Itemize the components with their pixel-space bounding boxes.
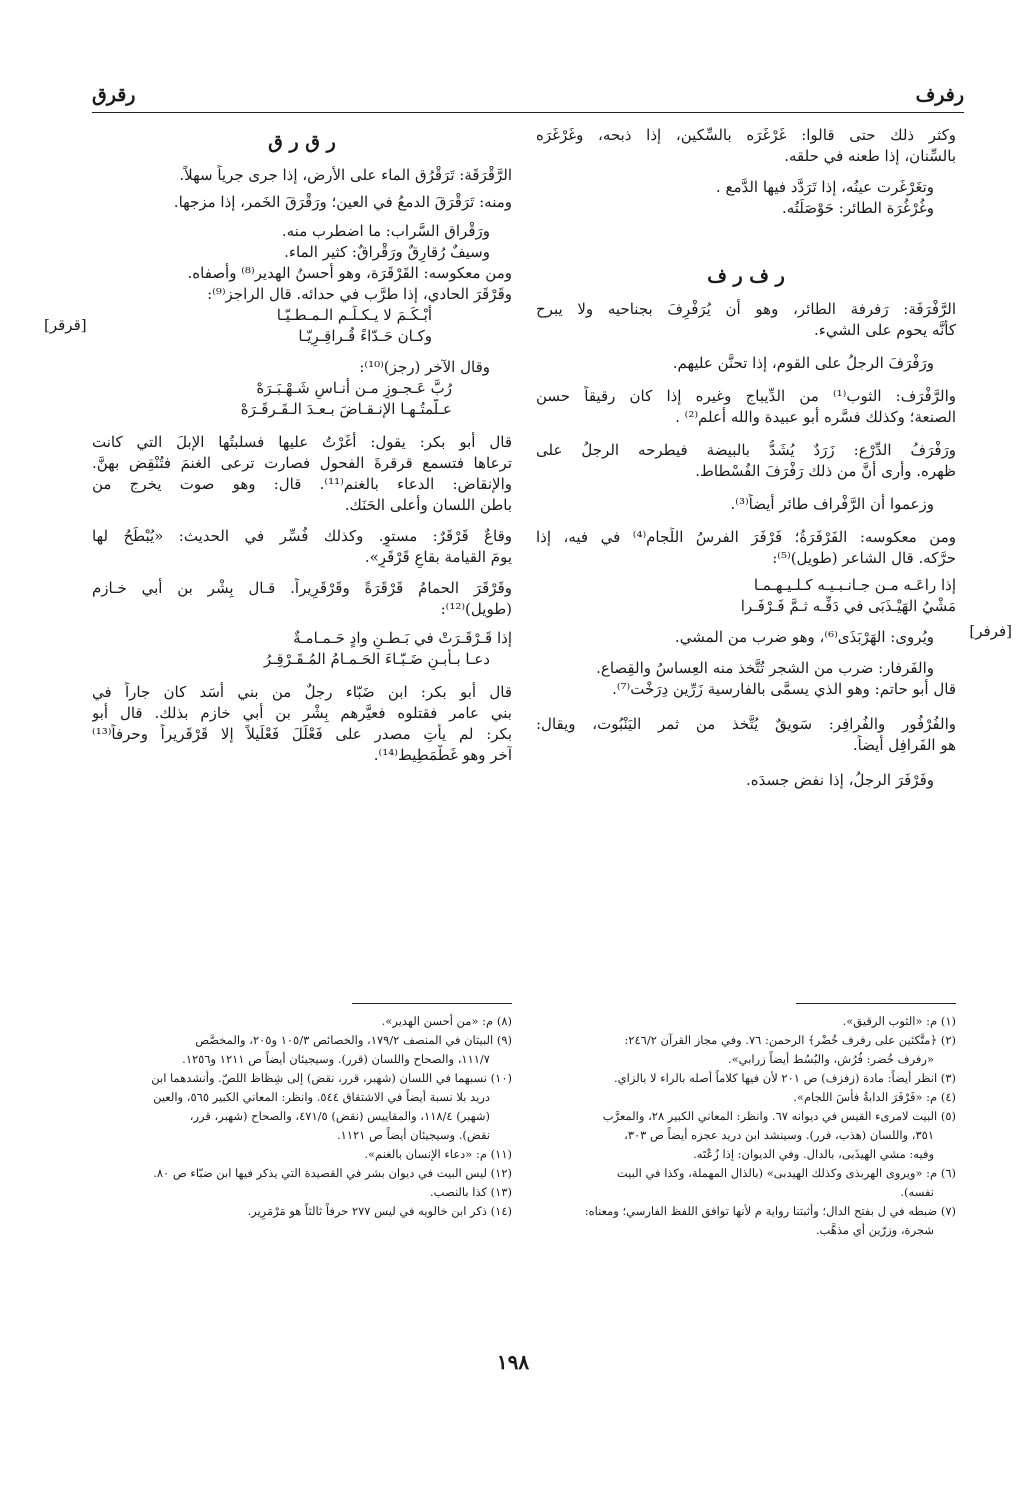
footnote-line: (١٣) كذا بالنصب. [430, 1185, 512, 1199]
footnote-line: (٢) ﴿متَّكئين على رفرف خُضْر﴾ الرحمن: ٧٦. وفي مجاز القرآن ٢٤٦/٢: [624, 1033, 956, 1047]
footnote-line: (٨) م: «من أحسن الهدير». [381, 1014, 512, 1028]
text-line: ويُروى: الهَرْبَذَى⁽⁶⁾، وهو ضرب من المشي. [674, 628, 934, 646]
footnote-line: (١٤) ذكر ابن خالويه في ليس ٢٧٧ حرفاً ثالثاً هو مَرْمَرِير. [247, 1204, 512, 1218]
margin-note-qarqar: [قرقر] [44, 316, 87, 334]
text-line: ترعاها فتسمع قرقرةَ الفحول فصارت ترعى الغنمَ فتُنْقِض بهنَّ. [92, 454, 512, 472]
text-line: وكثر ذلك حتى قالوا: غَرْغَرَه بالسِّكين، إذا ذبحه، وغَرْغَرَه [536, 126, 956, 144]
text-line: والرَّفْرَف: الثوب⁽¹⁾ من الدِّيباج وغيره إذا كان رقيقاً حسن [536, 387, 956, 405]
text-line: الرَّفْرَفَة: رَفرفة الطائر، وهو أن يُرَفْرِفَ بجناحيه ولا يبرح [536, 300, 956, 318]
verse-hemistich: مَشْيُ الهَيْـذَبَى في دَفِّـه ثـمَّ فَـرْفَـرا [740, 597, 956, 615]
text-line: وقاعٌ قَرْقَرٌ: مستوٍ. وكذلك فُسِّر في الحديث: «يُبْطَحُ لها [92, 527, 512, 545]
verse-hemistich: إذا قَـرْقَـرَتْ في بَـطـنِ وادٍ حَـمـامـةٌ [293, 629, 512, 647]
footnote-separator [352, 1003, 512, 1004]
text-line: وتغَرْغَرت عينُه، إذا تَرَدَّد فيها الدَّمع . [715, 178, 934, 196]
footnote-line: دريد بلا نسبة أيضاً في الاشتقاق ٥٤٤. وانظر: المعاني الكبير ٥٦٥، والعين [153, 1090, 490, 1104]
right-column [536, 125, 956, 791]
text-line: ومنه: تَرَقْرَقَ الدمعُ في العين؛ ورَقْرَقَ الخَمر، إذا مزجها. [173, 193, 512, 211]
footnote-line: «رفرف خُضر: فُرُش، والبُسُط أيضاً زرابي». [727, 1052, 934, 1066]
text-line: هو الفَرافِل أيضاً. [852, 736, 956, 754]
header-left-word: رقرق [92, 84, 136, 106]
footnote-line: (٩) البيتان في المنصف ١٧٩/٢، والخصائص ١٠٥/٣ و٢٠٥، والمخصَّص [195, 1033, 512, 1047]
text-line: ورَقْراق السَّراب: ما اضطرب منه. [281, 222, 490, 240]
text-line: بالسِّنان، إذا طعنه في حلقه. [784, 147, 956, 165]
text-line: والإنقاض: الدعاء بالغنم⁽¹¹⁾. قال: وهو صوت يخرج من [92, 475, 512, 493]
text-line: ظهره. وأرى أنَّ من ذلك رَفْرَفَ الفُسْطاط. [695, 462, 956, 480]
text-line: يومَ القيامة بقاعٍ قَرْقَرٍ». [364, 548, 512, 566]
footnote-line: ١١١/٧، والصحاح واللسان (قرر). وسيجيئان أيضاً ص ١٢١١ و١٢٥٦. [182, 1052, 490, 1066]
text-line: قال أبو حاتم: وهو الذي يسمَّى بالفارسية زَرِّين دِرَخْت⁽⁷⁾. [612, 680, 956, 698]
verse-hemistich: أبْـكَـمَ لا يـكـلِّـم الـمـطـيّـا [276, 306, 432, 324]
footnote-line: (شهبر) ١١٨/٤، والمقاييس (نقض) ٤٧١/٥، والصحاح (شهبر، قرر، [189, 1109, 490, 1123]
text-line: وسيفٌ رُقارِقٌ ورَقْراقٌ: كثير الماء. [284, 243, 490, 261]
text-line: وقال الآخر (رجز)⁽¹⁰⁾: [359, 358, 490, 376]
text-line: ومن معكوسه: الفَرْفَرَةُ؛ فَرْفَرَ الفرسُ اللِّجام⁽⁴⁾ في فيه، إذا [536, 528, 956, 546]
footnote-line: (١٠) نسبهما في اللسان (شهبر، قرر، نقض) إلى شِظاظ اللصّ. وأنشدهما ابن [151, 1071, 512, 1085]
footnote-line: (٧) ضبطه في ل بفتح الدال؛ وأثبتنا رواية م لأنها توافق اللفظ الفارسي؛ ومعناه: [584, 1204, 956, 1218]
footnote-line: وفيه: مشي الهيذَبى، بالدال. وفي الديوان: إذا زُعْتَه. [693, 1147, 934, 1161]
text-line: آخر وهو غَطْمَطِيط⁽¹⁴⁾. [373, 746, 512, 764]
text-line: قال أبو بكر: يقول: أغَرْتُ عليها فسلبتُها الإبلَ التي كانت [92, 433, 512, 451]
footnote-line: (١) م: «الثوب الرقيق». [842, 1014, 956, 1028]
footnote-line: (٥) البيت لامرىء القيس في ديوانه ٦٧. وانظر: المعاني الكبير ٢٨، والمعرَّب [602, 1109, 956, 1123]
footnote-line: شجرة، وزرّين أي مذهَّب. [815, 1223, 934, 1237]
footnote-line: ٣٥١، واللسان (هذب، فرر). وسينشد ابن دريد عجزه أيضاً ص ٣٠٣، [624, 1128, 934, 1142]
section-title-rqrq: ر ق ر ق [268, 131, 336, 153]
text-line: وقَرْقَرَ الحمامُ قَرْقَرَةً وقَرْقَرِيراً. قـال بِشْر بن أبي خـازم [92, 579, 512, 597]
footnote-line: (٦) م: «ويروى الهربذى وكذلك الهيدبى» (بالذال المهملة، وكذا في البيت [616, 1166, 956, 1180]
text-line: والفَرفار: ضرب من الشجر تُتَّخذ منه العِساسُ والقِصاع. [596, 659, 934, 677]
text-line: قال أبو بكر: ابن ضَبّاء رجلٌ من بني أسَد كان جاراً في [92, 683, 512, 701]
footnotes-right [536, 1012, 956, 1240]
footnote-separator [796, 1003, 956, 1004]
section-title-rfrf: ر ف ر ف [707, 265, 785, 287]
footnote-line: (١١) م: «دعاء الإنسان بالغنم». [364, 1147, 512, 1161]
text-line: ورَفْرَفَ الرجلُ على القوم، إذا تحنَّن عليهم. [672, 354, 934, 372]
text-line: حرَّكه. قال الشاعر (طويل)⁽⁵⁾: [772, 549, 956, 567]
verse-hemistich: دعـا بـأبـنِ ضَـبّـاءَ الحَـمـامُ المُـقَـرْقِـرُ [263, 650, 490, 668]
text-line: (طويل)⁽¹²⁾: [440, 600, 512, 618]
text-line: وغُرْغُرَة الطائر: حَوْصَلَتُه. [781, 199, 934, 217]
header-rule [92, 112, 964, 113]
text-line: الصنعة؛ وكذلك فسَّره أبو عبيدة والله أعلم⁽²⁾ . [675, 408, 956, 426]
text-line: بني عامر فقتلوه فعيَّرهم بِشْر بن أبي خازم بذلك. قال أبو [92, 704, 512, 722]
text-line: بكر: لم يأتِ مصدر على فَعْلَلَ فَعْلَيلاً إلا قَرْقَريراً وحرفاً⁽¹³⁾ [92, 725, 512, 743]
left-column [92, 125, 512, 766]
footnote-line: نقض). وسيجيئان أيضاً ص ١١٢١. [337, 1128, 490, 1142]
verse-hemistich: وكـان حَـدّاءً قُـراقِـرِيّـا [298, 327, 432, 345]
text-line: الرَّقْرَقَة: تَرَقْرُق الماء على الأرض، إذا جرى جرياً سهلاً. [179, 166, 512, 184]
footnotes-left [92, 1012, 512, 1221]
margin-note-farfar: [فرفر] [969, 622, 1012, 640]
header-right-word: رفرف [915, 84, 964, 106]
footnote-line: (٣) انظر أيضاً: مادة (زفزف) ص ٢٠١ لأن فيها كلاماً أصله بالراء لا بالزاي. [614, 1071, 956, 1085]
footnote-line: نفسه). [900, 1185, 934, 1199]
text-line: وزعموا أن الرَّفْراف طائر أيضاً⁽³⁾. [730, 495, 934, 513]
text-line: والفُرْفُور والفُرافِر: سَويقٌ يُتَّخذ من ثمر اليَنْبُوت، ويقال: [536, 715, 956, 733]
text-line: وقَرْقَرَ الحادي، إذا طرَّب في حدائه. قال الراجز⁽⁹⁾: [207, 285, 512, 303]
text-line: باطن اللسان وأعلى الحَنَك. [344, 496, 512, 514]
footnote-line: (٤) م: «فَرْفَرَ الدابةُ فأسَ اللجام». [793, 1090, 956, 1104]
verse-hemistich: رُبَّ عَـجـوزٍ مـن أُنـاسٍ شَـهْـبَـرَهْ [256, 379, 452, 397]
verse-hemistich: عـلَّمتُـهـا الإنـقـاضَ بـعـدَ الـقَـرقَـرَهْ [240, 400, 452, 418]
page-number: ١٩٨ [496, 1350, 530, 1374]
text-line: ومن معكوسه: القَرْقَرَة، وهو أحسنُ الهدير⁽⁸⁾ وأصفاه. [187, 264, 512, 282]
text-line: ورَفْرَفُ الدِّرْع: زَرَدٌ يُشَدُّ بالبيضة فيطرحه الرجلُ على [536, 441, 956, 459]
footnote-line: (١٢) ليس البيت في ديوان بشر في القصيدة التي يذكر فيها ابن ضبّاء ص ٨٠. [153, 1166, 512, 1180]
text-line: وفَرْفَرَ الرجلُ، إذا نفض جسدَه. [745, 771, 934, 789]
verse-hemistich: إذا راعَـه مـن جـانـبـيـه كـلـيـهـمـا [753, 576, 956, 594]
text-line: كأنَّه يحوم على الشيء. [814, 321, 956, 339]
